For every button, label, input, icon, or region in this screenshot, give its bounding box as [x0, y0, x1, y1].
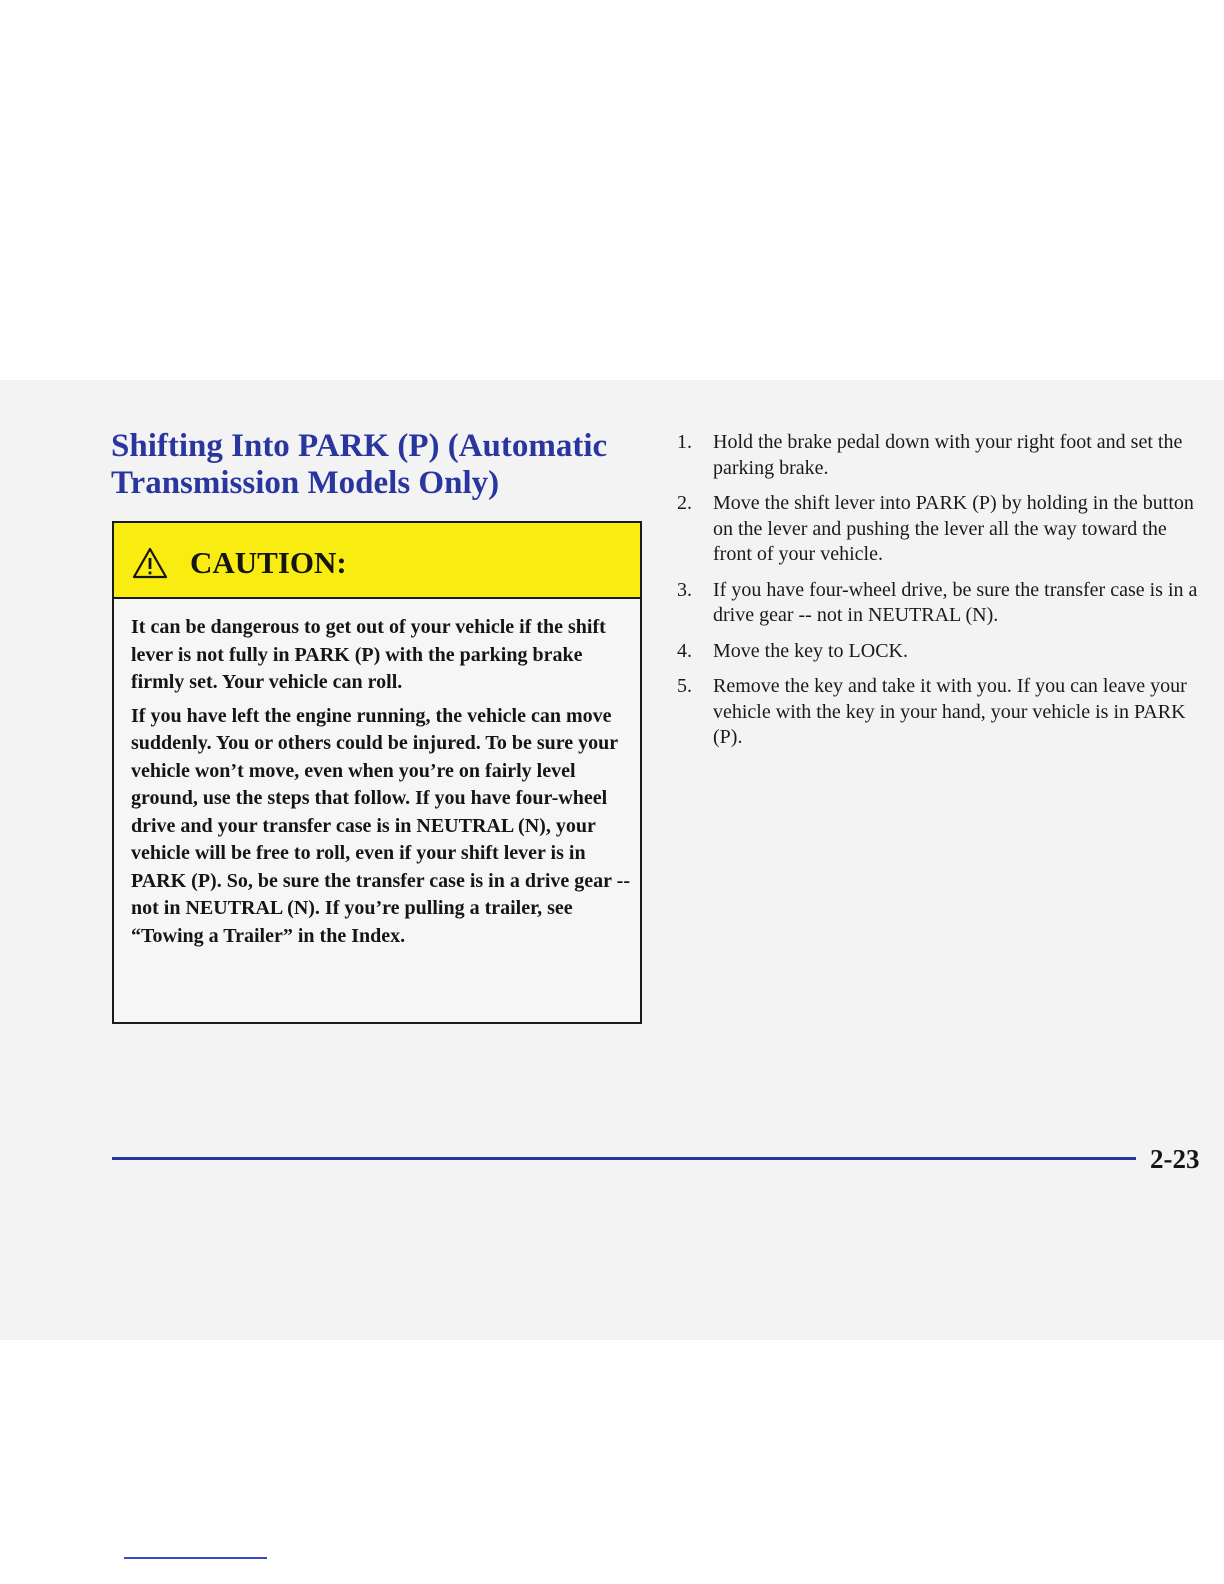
step-number: 1.	[677, 431, 692, 453]
step-number: 3.	[677, 578, 692, 601]
page-title: Shifting Into PARK (P) (Automatic Transmission Models Only)	[111, 428, 608, 501]
footer-divider	[112, 1157, 1136, 1160]
caution-paragraph: If you have left the engine running, the vehicle can move suddenly. You or others could be injured. To be sure your vehicle won’t move, even when you’re on fairly level ground, use the steps that follow. If you have four-wheel drive and your transfer case is in NEUTRAL (N), your vehicle will be free to roll, even if your shift lever is in PARK (P). So, be sure the transfer case is in a drive gear -- not in NEUTRAL (N). If you’re pulling a trailer, see “Towing a Trailer” in the Index.	[131, 704, 630, 947]
step-number: 4.	[677, 639, 692, 662]
warning-triangle-icon	[132, 547, 168, 579]
step-item	[677, 639, 1207, 665]
step-text: Remove the key and take it with you. If you can leave your vehicle with the key in your hand, your vehicle is in PARK (P).	[713, 675, 1187, 748]
step-number: 5.	[677, 675, 692, 697]
caution-text	[131, 614, 631, 956]
step-item	[677, 578, 1207, 629]
step-item	[677, 430, 1207, 481]
step-text: Move the shift lever into PARK (P) by holding in the button on the lever and pushing the lever all the way toward the front of your vehicle.	[713, 492, 1194, 565]
link-underline	[124, 1557, 267, 1559]
caution-box	[112, 521, 642, 1024]
caution-header	[114, 523, 640, 599]
step-number: 2.	[677, 492, 692, 514]
page-number: 2-23	[1150, 1144, 1200, 1174]
step-item	[677, 491, 1207, 568]
step-item	[677, 674, 1207, 751]
step-text: Move the key to LOCK.	[713, 639, 908, 662]
caution-label: CAUTION:	[190, 545, 347, 580]
step-text: Hold the brake pedal down with your right foot and set the parking brake.	[713, 431, 1183, 479]
step-text: If you have four-wheel drive, be sure the transfer case is in a drive gear -- not in NEUTRAL (N).	[713, 578, 1198, 626]
steps-list	[677, 430, 1207, 761]
caution-paragraph: It can be dangerous to get out of your vehicle if the shift lever is not fully in PARK (P) with the parking brake firmly set. Your vehicle can roll.	[131, 616, 606, 693]
